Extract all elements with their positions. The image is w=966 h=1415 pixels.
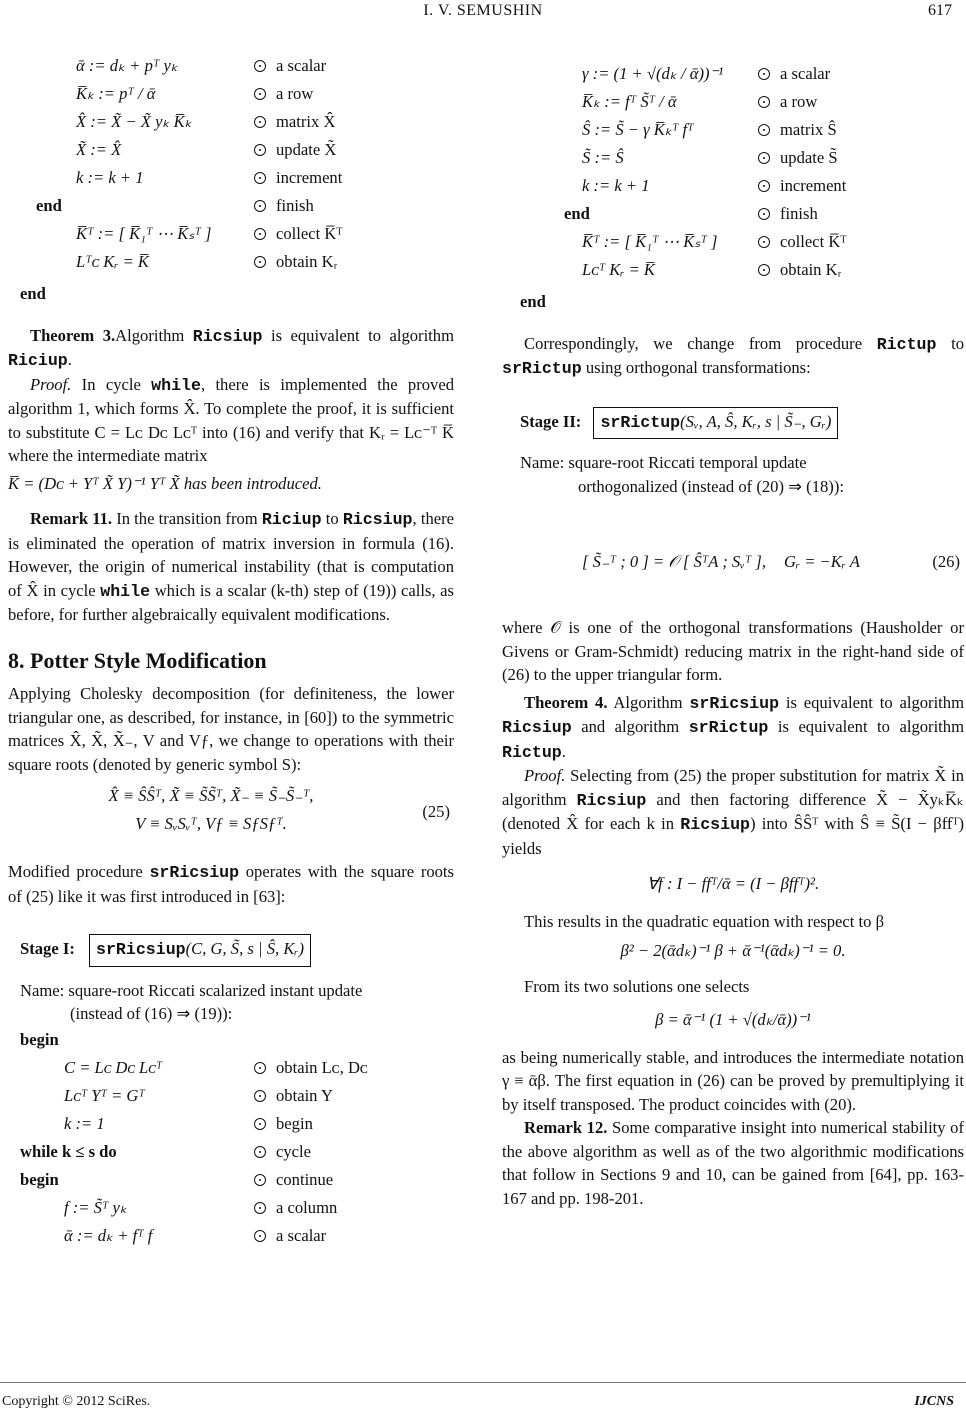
equation-26-rhs: Gᵣ = −Kᵣ A	[784, 552, 860, 571]
algorithm-comment-text: a row	[276, 84, 314, 103]
algorithm-comment	[254, 250, 337, 274]
algorithm-formula: f := S̃ᵀ yₖ	[64, 1197, 127, 1217]
algorithm-formula: K̅ᵀ := [ K̅₁ᵀ ⋯ K̅ₛᵀ ]	[582, 232, 718, 251]
odot-icon	[758, 180, 770, 192]
algorithm-formula: ᾱ := dₖ + fᵀ f	[64, 1225, 153, 1245]
odot-icon	[254, 228, 266, 240]
algorithm-line	[20, 1168, 454, 1196]
algorithm-comment	[758, 62, 830, 86]
theorem-3: Theorem 3.Algorithm Ricsiup is equivalent to algorithm Riciup.	[8, 325, 454, 370]
odot-icon	[758, 96, 770, 108]
equation-beta: β = ᾱ⁻¹ (1 + √(dₖ/ᾱ))⁻¹	[655, 1010, 811, 1029]
odot-icon	[254, 1062, 266, 1074]
stable-paragraph: as being numerically stable, and introduces the intermediate notation γ ≡ ᾱβ. The first equation in (26) can be proved by premultiplying it by itself transposed. The product coincides with (20).	[502, 1047, 964, 1114]
equation-25-line-1: X̂ ≡ ŜŜᵀ, X̃ ≡ S̃S̃ᵀ, X̃₋ ≡ S̃₋S̃₋ᵀ,	[108, 786, 314, 805]
algorithm-comment-text: continue	[276, 1169, 334, 1189]
algorithm-line	[64, 1084, 454, 1112]
algorithm-comment-text: obtain Y	[276, 1085, 333, 1105]
algorithm-comment-text: collect K̅ᵀ	[276, 224, 343, 243]
algorithm-line	[64, 1056, 454, 1084]
algorithm-formula: K̅ₖ := pᵀ / ᾱ	[76, 84, 156, 103]
odot-icon	[758, 208, 770, 220]
odot-icon	[254, 1090, 266, 1102]
algorithm-line	[582, 118, 964, 146]
algorithm-line	[76, 138, 454, 166]
stage-2-name-cont: orthogonalized (instead of (20) ⇒ (18)):	[578, 476, 844, 496]
odot-icon	[254, 1202, 266, 1214]
algorithm-line	[582, 90, 964, 118]
algorithm-formula: Ŝ := S̃ − γ K̅ₖᵀ fᵀ	[582, 120, 694, 139]
left-column	[8, 54, 454, 1252]
algorithm-end: end	[20, 284, 46, 303]
running-title: I. V. SEMUSHIN	[423, 2, 543, 19]
algorithm-comment-text: update X̃	[276, 140, 337, 159]
algorithm-comment-text: matrix X̂	[276, 112, 336, 131]
algorithm-comment-text: matrix Ŝ	[780, 120, 837, 139]
algorithm-line	[76, 54, 454, 82]
algorithm-comment-text: a scalar	[780, 64, 831, 83]
odot-icon	[254, 1174, 266, 1186]
algorithm-comment-text: obtain Kᵣ	[276, 252, 338, 271]
odot-icon	[758, 68, 770, 80]
odot-icon	[758, 152, 770, 164]
algorithm-comment	[758, 230, 846, 254]
odot-icon	[254, 116, 266, 128]
odot-icon	[254, 144, 266, 156]
algorithm-formula: S̃ := Ŝ	[582, 148, 624, 167]
algorithm-comment	[254, 82, 313, 106]
algorithm-formula: while k ≤ s do	[20, 1141, 117, 1161]
odot-icon	[254, 256, 266, 268]
stage-2-signature: Stage II: srRictup(Sᵥ, A, Ŝ, Kᵣ, s | S̃₋, Gᵣ)	[520, 407, 964, 440]
algorithm-formula: end	[564, 204, 590, 223]
odot-icon	[758, 124, 770, 136]
algorithm-formula: C = Lᴄ Dᴄ Lᴄᵀ	[64, 1057, 163, 1077]
algorithm-comment-text: finish	[780, 204, 818, 223]
algorithm-line	[76, 82, 454, 110]
equation-25-number: (25)	[422, 802, 450, 821]
correspondingly-paragraph: Correspondingly, we change from procedure Rictup to srRictup using orthogonal transformations:	[502, 333, 964, 378]
algorithm-line	[20, 1140, 454, 1168]
algorithm-line	[582, 174, 964, 202]
remark-11: Remark 11. In the transition from Riciup to Ricsiup, there is eliminated the operation of matrix inversion in formula (16). However, the origin of numerical instability (that is computation of X̂ in cycle while which is a scalar (k-th) step of (19)) calls, as before, for further algebraically equivalent modifications.	[8, 509, 454, 624]
algorithm-comment	[254, 194, 314, 218]
odot-icon	[254, 60, 266, 72]
algorithm-comment-text: a scalar	[276, 1225, 327, 1245]
algorithm-formula: Lᵀᴄ Kᵣ = K̅	[76, 252, 149, 271]
algorithm-formula: Lᴄᵀ Yᵀ = Gᵀ	[64, 1085, 145, 1105]
stage-1-name: Name: square-root Riccati scalarized instant update	[20, 980, 363, 1000]
algorithm-formula: k := 1	[64, 1113, 105, 1133]
odot-icon	[254, 1230, 266, 1242]
algorithm-comment	[254, 138, 336, 162]
algorithm-block-3	[564, 62, 964, 286]
algorithm-comment-text: obtain Kᵣ	[780, 260, 842, 279]
algorithm-line	[76, 166, 454, 194]
algorithm-block-2	[20, 1028, 454, 1252]
intermediate-matrix-formula: K̅ = (Dᴄ + Yᵀ X̃ Y)⁻¹ Yᵀ X̃ has been introduced.	[8, 473, 322, 493]
algorithm-comment	[254, 1056, 368, 1080]
copyright-notice: Copyright © 2012 SciRes.	[2, 1394, 151, 1409]
algorithm-comment	[254, 1224, 326, 1248]
algorithm-comment-text: begin	[276, 1113, 313, 1133]
running-header	[0, 2, 966, 30]
stage-1-name-cont: (instead of (16) ⇒ (19)):	[70, 1004, 233, 1023]
algorithm-comment-text: obtain Lᴄ, Dᴄ	[276, 1057, 368, 1077]
algorithm-comment	[254, 1168, 333, 1192]
algorithm-comment	[254, 1196, 337, 1220]
algorithm-formula: Lᴄᵀ Kᵣ = K̅	[582, 260, 655, 279]
algorithm-formula: end	[36, 196, 62, 215]
odot-icon	[254, 1146, 266, 1158]
algorithm-line	[582, 258, 964, 286]
algorithm-comment	[254, 54, 326, 78]
section-8-paragraph: Applying Cholesky decomposition (for definiteness, the lower triangular one, as described, for instance, in [60]) to the symmetric matrices X̂, X̃, X̃₋, V and Vƒ, we change to operations with their square roots (denoted by generic symbol S):	[8, 684, 454, 774]
algorithm-line	[582, 62, 964, 90]
algorithm-comment	[758, 174, 846, 198]
algorithm-comment	[758, 118, 837, 142]
algorithm-comment	[254, 166, 342, 190]
algorithm-formula: ᾱ := dₖ + pᵀ yₖ	[76, 56, 178, 75]
equation-26-lhs: [ S̃₋ᵀ ; 0 ] = 𝒪 [ ŜᵀA ; Sᵥᵀ ],	[582, 552, 766, 571]
algorithm-formula: X̃ := X̂	[76, 140, 122, 159]
algorithm-comment-text: increment	[780, 176, 847, 195]
algorithm-comment-text: cycle	[276, 1141, 312, 1161]
algorithm-comment	[254, 1140, 311, 1164]
odot-icon	[758, 264, 770, 276]
algorithm-line	[76, 222, 454, 250]
algorithm-comment	[758, 202, 818, 226]
algorithm-line	[36, 194, 454, 222]
stage-2-name: Name: square-root Riccati temporal update	[520, 453, 807, 472]
proof-theorem-4: Proof. Selecting from (25) the proper substitution for matrix X̃ in algorithm Ricsiup and then factoring difference X̃ − X̃yₖK̅ₖ (denoted X̂ for each k in Ricsiup) into ŜŜᵀ with Ŝ ≡ S̃(I − βffᵀ) yields	[502, 766, 965, 858]
theorem-4: Theorem 4. Algorithm srRicsiup is equivalent to algorithm Ricsiup and algorithm srRictup is equivalent to algorithm Rictup.	[502, 692, 964, 762]
algorithm-comment-text: collect K̅ᵀ	[780, 232, 847, 251]
algorithm-comment	[758, 258, 841, 282]
equation-quadratic: β² − 2(ᾱdₖ)⁻¹ β + ᾱ⁻¹(ᾱdₖ)⁻¹ = 0.	[620, 941, 846, 960]
stage-1-signature: Stage I: srRicsiup(C, G, S̃, s | Ŝ, Kᵣ)	[20, 934, 454, 967]
stage-1-box: srRicsiup(C, G, S̃, s | Ŝ, Kᵣ)	[89, 934, 311, 967]
algorithm-line	[64, 1196, 454, 1224]
algorithm-line	[64, 1112, 454, 1140]
page-number: 617	[928, 2, 952, 19]
equation-26	[502, 534, 964, 594]
algorithm-comment-text: increment	[276, 168, 343, 187]
odot-icon	[254, 88, 266, 100]
algorithm-formula: γ := (1 + √(dₖ / ᾱ))⁻¹	[582, 64, 724, 83]
algorithm-comment-text: a column	[276, 1197, 338, 1217]
algorithm-formula: begin	[20, 1029, 59, 1049]
algorithm-formula: X̂ := X̃ − X̃ yₖ K̅ₖ	[76, 112, 192, 131]
odot-icon	[254, 1118, 266, 1130]
odot-icon	[254, 200, 266, 212]
equation-25-line-2: V ≡ SᵥSᵥᵀ, Vƒ ≡ SƒSƒᵀ.	[135, 813, 287, 833]
equation-26-number: (26)	[932, 552, 960, 571]
algorithm-line	[20, 1028, 454, 1056]
algorithm-comment	[758, 146, 838, 170]
journal-name: IJCNS	[914, 1394, 954, 1409]
quadratic-paragraph: This results in the quadratic equation with respect to β	[524, 911, 885, 931]
right-column	[502, 54, 964, 1210]
equation-forall: ∀f : I − ffᵀ/ᾱ = (I − βffᵀ)².	[646, 874, 820, 893]
algorithm-end-right: end	[520, 292, 546, 311]
footer-rule	[0, 1382, 966, 1383]
algorithm-comment-text: a row	[780, 92, 818, 111]
solutions-paragraph: From its two solutions one selects	[524, 976, 750, 996]
odot-icon	[254, 172, 266, 184]
algorithm-comment-text: a scalar	[276, 56, 327, 75]
algorithm-comment	[254, 110, 335, 134]
stage-2-box: srRictup(Sᵥ, A, Ŝ, Kᵣ, s | S̃₋, Gᵣ)	[593, 407, 838, 440]
equation-25	[8, 784, 454, 842]
remark-12: Remark 12. Some comparative insight into numerical stability of the above algorithm as well as of the two algorithmic modifications that follow in Sections 9 and 10, can be gained from [64], pp. 163-167 and pp. 198-201.	[502, 1118, 965, 1208]
modified-procedure-paragraph: Modified procedure srRicsiup operates with the square roots of (25) like it was first introduced in [63]:	[8, 862, 455, 906]
algorithm-comment-text: finish	[276, 196, 314, 215]
algorithm-line	[582, 146, 964, 174]
algorithm-formula: begin	[20, 1169, 59, 1189]
algorithm-line	[76, 250, 454, 278]
algorithm-comment	[254, 1084, 333, 1108]
algorithm-formula: K̅ₖ := fᵀ S̃ᵀ / ᾱ	[582, 92, 677, 111]
algorithm-formula: k := k + 1	[582, 176, 650, 195]
algorithm-block-1	[36, 54, 454, 278]
odot-icon	[758, 236, 770, 248]
section-heading-8: 8. Potter Style Modification	[8, 647, 267, 673]
algorithm-comment	[758, 90, 817, 114]
algorithm-line	[564, 202, 964, 230]
algorithm-comment-text: update S̃	[780, 148, 838, 167]
algorithm-comment	[254, 1112, 313, 1136]
algorithm-comment	[254, 222, 342, 246]
algorithm-line	[76, 110, 454, 138]
algorithm-formula: k := k + 1	[76, 168, 144, 187]
algorithm-formula: K̅ᵀ := [ K̅₁ᵀ ⋯ K̅ₛᵀ ]	[76, 224, 212, 243]
proof-theorem-3: Proof. In cycle while, there is implemented the proved algorithm 1, which forms X̂. To complete the proof, it is sufficient to substitute C = Lᴄ Dᴄ Lᴄᵀ into (16) and verify that Kᵣ = Lᴄ⁻ᵀ K̅ where the intermediate matrix	[8, 374, 454, 465]
where-paragraph: where 𝒪 is one of the orthogonal transformations (Hausholder or Givens or Gram-Schmidt) reducing matrix in the right-hand side of (26) to the upper triangular form.	[502, 618, 964, 684]
algorithm-line	[582, 230, 964, 258]
algorithm-line	[64, 1224, 454, 1252]
